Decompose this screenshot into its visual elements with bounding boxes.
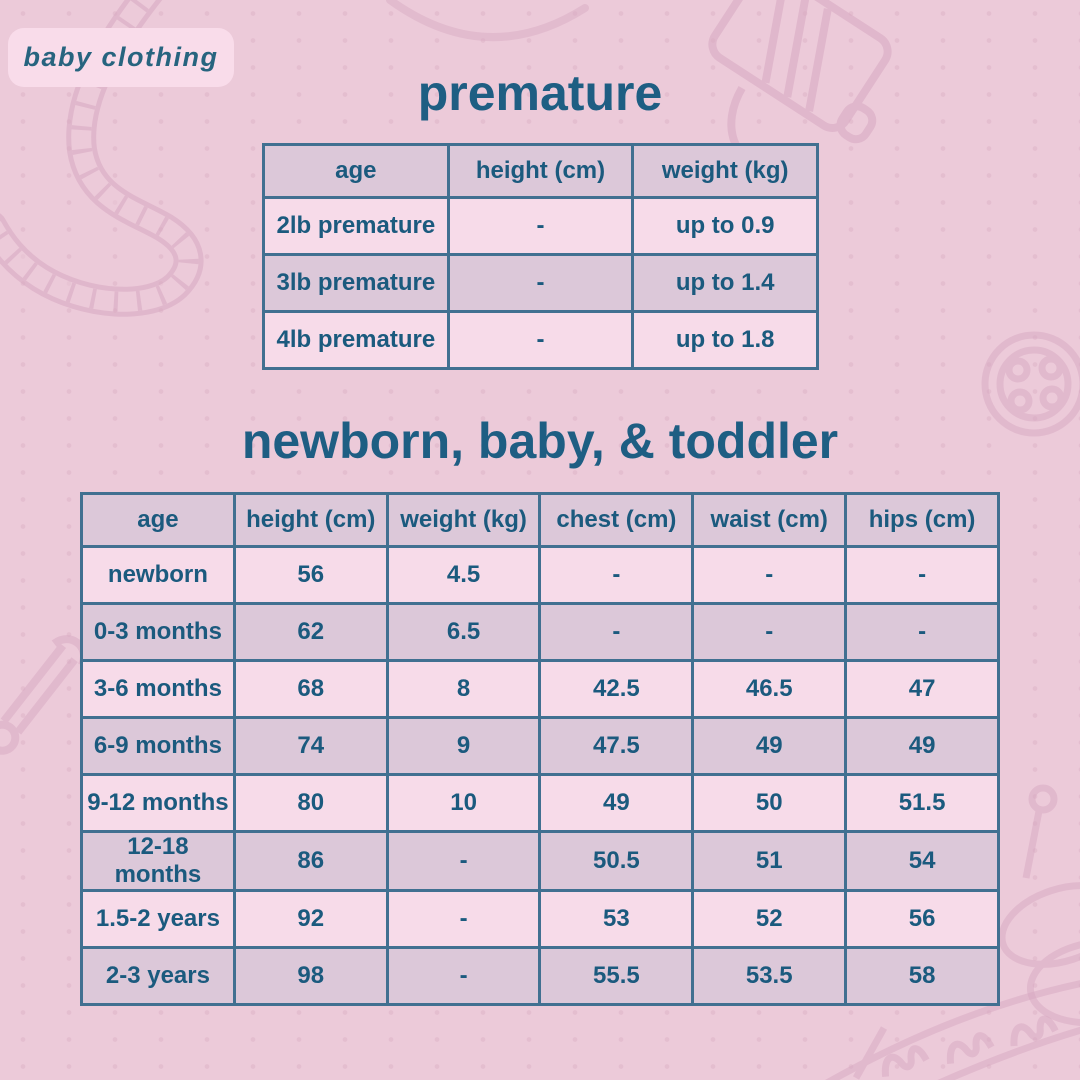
- hips-cell: 51.5: [846, 775, 999, 832]
- weight-cell: 6.5: [387, 604, 540, 661]
- table-row: [82, 891, 999, 948]
- table-row: [82, 718, 999, 775]
- height-cell: -: [448, 198, 633, 255]
- hips-cell: 58: [846, 948, 999, 1005]
- chest-cell: -: [540, 547, 693, 604]
- column-header-height: height (cm): [448, 145, 633, 198]
- header-row: [82, 494, 999, 547]
- height-cell: -: [448, 255, 633, 312]
- age-cell: 6-9 months: [82, 718, 235, 775]
- weight-cell: up to 0.9: [633, 198, 818, 255]
- waist-cell: 53.5: [693, 948, 846, 1005]
- chest-cell: 42.5: [540, 661, 693, 718]
- age-cell: 3lb premature: [264, 255, 449, 312]
- height-cell: -: [448, 312, 633, 369]
- waist-cell: 49: [693, 718, 846, 775]
- premature-table-title: premature: [417, 65, 663, 121]
- weight-cell: -: [387, 832, 540, 891]
- age-cell: 0-3 months: [82, 604, 235, 661]
- age-cell: 3-6 months: [82, 661, 235, 718]
- chest-cell: 50.5: [540, 832, 693, 891]
- age-cell: 2-3 years: [82, 948, 235, 1005]
- chest-cell: 53: [540, 891, 693, 948]
- hips-cell: 54: [846, 832, 999, 891]
- height-cell: 68: [234, 661, 387, 718]
- column-header-age: age: [264, 145, 449, 198]
- chest-cell: 47.5: [540, 718, 693, 775]
- size-table-title: newborn, baby, & toddler: [241, 413, 839, 469]
- table-row: [264, 198, 818, 255]
- chest-cell: 55.5: [540, 948, 693, 1005]
- table-row: [82, 661, 999, 718]
- weight-cell: -: [387, 891, 540, 948]
- height-cell: 56: [234, 547, 387, 604]
- chest-cell: -: [540, 604, 693, 661]
- chest-cell: 49: [540, 775, 693, 832]
- weight-cell: -: [387, 948, 540, 1005]
- column-header-age: age: [82, 494, 235, 547]
- column-header-chest: chest (cm): [540, 494, 693, 547]
- column-header-weight: weight (kg): [633, 145, 818, 198]
- age-cell: 1.5-2 years: [82, 891, 235, 948]
- age-cell: newborn: [82, 547, 235, 604]
- column-header-weight: weight (kg): [387, 494, 540, 547]
- hips-cell: 47: [846, 661, 999, 718]
- weight-cell: 8: [387, 661, 540, 718]
- column-header-height: height (cm): [234, 494, 387, 547]
- height-cell: 98: [234, 948, 387, 1005]
- weight-cell: up to 1.4: [633, 255, 818, 312]
- premature-table: [262, 143, 819, 370]
- height-cell: 74: [234, 718, 387, 775]
- hips-cell: 56: [846, 891, 999, 948]
- table-row: [82, 948, 999, 1005]
- weight-cell: 9: [387, 718, 540, 775]
- table-row: [264, 255, 818, 312]
- weight-cell: up to 1.8: [633, 312, 818, 369]
- waist-cell: -: [693, 604, 846, 661]
- weight-cell: 4.5: [387, 547, 540, 604]
- badge-label: baby clothing: [23, 42, 219, 72]
- age-cell: 2lb premature: [264, 198, 449, 255]
- safety-pin-icon: [0, 632, 91, 759]
- age-cell: 9-12 months: [82, 775, 235, 832]
- height-cell: 86: [234, 832, 387, 891]
- hips-cell: -: [846, 547, 999, 604]
- weight-cell: 10: [387, 775, 540, 832]
- newborn-baby-toddler-table: [80, 492, 1000, 1006]
- hips-cell: 49: [846, 718, 999, 775]
- age-cell: 4lb premature: [264, 312, 449, 369]
- table-row: [82, 775, 999, 832]
- waist-cell: 51: [693, 832, 846, 891]
- waist-cell: 52: [693, 891, 846, 948]
- height-cell: 62: [234, 604, 387, 661]
- table-row: [82, 604, 999, 661]
- height-cell: 80: [234, 775, 387, 832]
- waist-cell: 50: [693, 775, 846, 832]
- table-row: [82, 547, 999, 604]
- table-row: [82, 832, 999, 891]
- age-cell: 12-18 months: [82, 832, 235, 891]
- height-cell: 92: [234, 891, 387, 948]
- hips-cell: -: [846, 604, 999, 661]
- waist-cell: -: [693, 547, 846, 604]
- column-header-hips: hips (cm): [846, 494, 999, 547]
- header-row: [264, 145, 818, 198]
- waist-cell: 46.5: [693, 661, 846, 718]
- table-row: [264, 312, 818, 369]
- tape-loop-arc-icon: [390, 0, 585, 37]
- column-header-waist: waist (cm): [693, 494, 846, 547]
